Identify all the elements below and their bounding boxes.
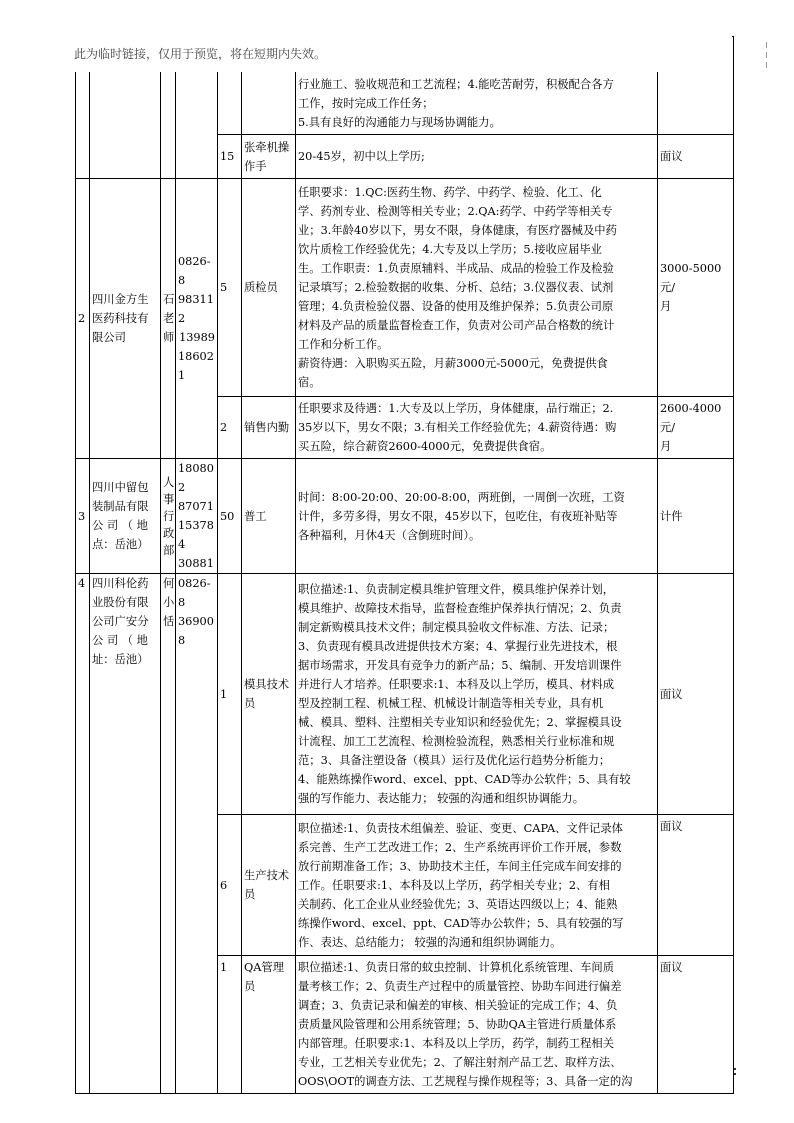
- position-cell: 模具技术 员: [242, 574, 296, 815]
- num-cell: 1: [218, 574, 242, 815]
- company-cell: 四川金方生 医药科技有 限公司: [90, 179, 161, 459]
- num-cell: 2: [218, 397, 242, 459]
- page-edge-mark: [734, 1068, 737, 1082]
- phone-cell: 0826-8 983112 13989 186021: [176, 179, 218, 459]
- temporary-link-notice: [60, 34, 732, 72]
- job-listing-document: [75, 36, 733, 1094]
- requirements-cell: 职位描述:1、负责制定模具维护管理文件，模具维护保养计划， 模具维护、故障技术指导，监督检查维护保养执行情况；2、负责 制定新购模具技术文件；制定模具验收文件标准、方法、记录； 3、负责现有模具改进提供技术方案；4、掌握行业先进技术，根 据市场需求，开发具有竞争力的新产品；5、编制、开发培训课件 并进行人才培养。任职要求:1、本科及以上学历，模具、材料成 型及控制工程、机械工程、机械设计制造等相关专业，具有机 械、模具、塑料、注塑相关专业知识和经验优先；2、掌握模具设 计流程、加工工艺流程、检测检验流程，熟悉相关行业标准和规 范；3、具备注塑设备（模具）运行及优化运行趋势分析能力； 4、能熟练操作word、excel、ppt、CAD等办公软件；5、具有较 强的写作能力、表达能力； 较强的沟通和组织协调能力。: [296, 574, 658, 815]
- contact-cell: 人 事 行 政 部: [161, 459, 176, 574]
- num-cell: 15: [218, 135, 242, 179]
- no-cell: 4: [76, 574, 90, 1094]
- num-cell: 50: [218, 459, 242, 574]
- salary-cell: 面议: [658, 815, 734, 956]
- requirements-cell: 任职要求：1.QC:医药生物、药学、中药学、检验、化工、化 学、药剂专业、检测等相关专业；2.QA:药学、中药学等相关专 业；3.年龄40岁以下，男女不限，身体健康，有医疗器械及中药 饮片质检工作经验优先；4.大专及以上学历；5.接收应届毕业 生。工作职责：1.负责原辅料、半成品、成品的检验工作及检验 记录填写；2.检验数据的收集、分析、总结；3.仪器仪表、试剂 管理；4.负责检验仪器、设备的使用及维护保养；5.负责公司原 材料及产品的质量监督检查工作，负责对公司产品合格数的统计 工作和分析工作。 薪资待遇：入职购买五险，月薪3000元-5000元，免费提供食 宿。: [296, 179, 658, 397]
- position-cell: 生产技术 员: [242, 815, 296, 956]
- job-table: [75, 36, 734, 1094]
- contact-cell: 何 小 恬: [161, 574, 176, 1094]
- company-cell: 四川中留包 装制品有限 公 司 （ 地 点：岳池）: [90, 459, 161, 574]
- notice-text: 此为临时链接，仅用于预览，将在短期内失效。: [74, 46, 327, 61]
- salary-cell: 3000-5000元/ 月: [658, 179, 734, 397]
- company-cell: 四川科伦药 业股份有限 公司广安分 公 司 （ 地 址：岳池）: [90, 574, 161, 1094]
- table-row: [76, 574, 734, 815]
- requirements-cell: 任职要求及待遇：1.大专及以上学历，身体健康，品行端正；2. 35岁以下，男女不限；3.有相关工作经验优先；4.薪资待遇：购 买五险，综合薪资2600-4000元，免费提供食宿。: [296, 397, 658, 459]
- no-cell: 3: [76, 459, 90, 574]
- num-cell: 6: [218, 815, 242, 956]
- contact-cell: 石 老 师: [161, 179, 176, 459]
- requirements-cell: 行业施工、验收规范和工艺流程；4.能吃苦耐劳，积极配合各方 工作，按时完成工作任务； 5.具有良好的沟通能力与现场协调能力。: [296, 37, 658, 135]
- phone-cell: 0826-8 369008: [176, 574, 218, 1094]
- requirements-cell: 职位描述:1、负责技术组偏差、验证、变更、CAPA、文件记录体 系完善、生产工艺改进工作；2、生产系统再评价工作开展，参数 放行前期准备工作；3、协助技术主任，车间主任完成车间安排的 工作。任职要求:1、本科及以上学历，药学相关专业；2、有相 关制药、化工企业从业经验优先；3、英语达四级以上；4、能熟 练操作word、excel、ppt、CAD等办公软件；5、具有较强的写 作、表达、总结能力； 较强的沟通和组织协调能力。: [296, 815, 658, 956]
- salary-cell: 面议: [658, 135, 734, 179]
- requirements-cell: 时间：8:00-20:00、20:00-8:00，两班倒，一周倒一次班，工资 计件，多劳多得，男女不限，45岁以下，包吃住，有夜班补贴等 各种福利，月休4天（含倒班时间）。: [296, 459, 658, 574]
- position-cell: 张牵机操 作手: [242, 135, 296, 179]
- position-cell: 质检员: [242, 179, 296, 397]
- scrollbar-marks: [763, 38, 769, 78]
- requirements-cell: 职位描述:1、负责日常的蚊虫控制、计算机化系统管理、车间质 量考核工作；2、负责生产过程中的质量管控、协助车间进行偏差 调查；3、负责记录和偏差的审核、相关验证的完成工作；4、负 责质量风险管理和公用系统管理；5、协助QA主管进行质量体系 内部管理。任职要求:1、本科及以上学历，药学，制药工程相关 专业，工艺相关专业优先；2、了解注射剂产品工艺、取样方法、 OOS\OOT的调查方法、工艺规程与操作规程等；3、具备一定的沟: [296, 956, 658, 1094]
- table-row: [76, 179, 734, 397]
- num-cell: 5: [218, 179, 242, 397]
- salary-cell: 计件: [658, 459, 734, 574]
- no-cell: 2: [76, 179, 90, 459]
- position-cell: QA管理员: [242, 956, 296, 1094]
- position-cell: 销售内勤: [242, 397, 296, 459]
- salary-cell: 面议: [658, 956, 734, 1094]
- position-cell: 普工: [242, 459, 296, 574]
- phone-cell: 180802 87071 153784 30881: [176, 459, 218, 574]
- salary-cell: 面议: [658, 574, 734, 815]
- num-cell: 1: [218, 956, 242, 1094]
- requirements-cell: 20-45岁，初中以上学历;: [296, 135, 658, 179]
- salary-cell: 2600-4000元/ 月: [658, 397, 734, 459]
- table-row: [76, 459, 734, 574]
